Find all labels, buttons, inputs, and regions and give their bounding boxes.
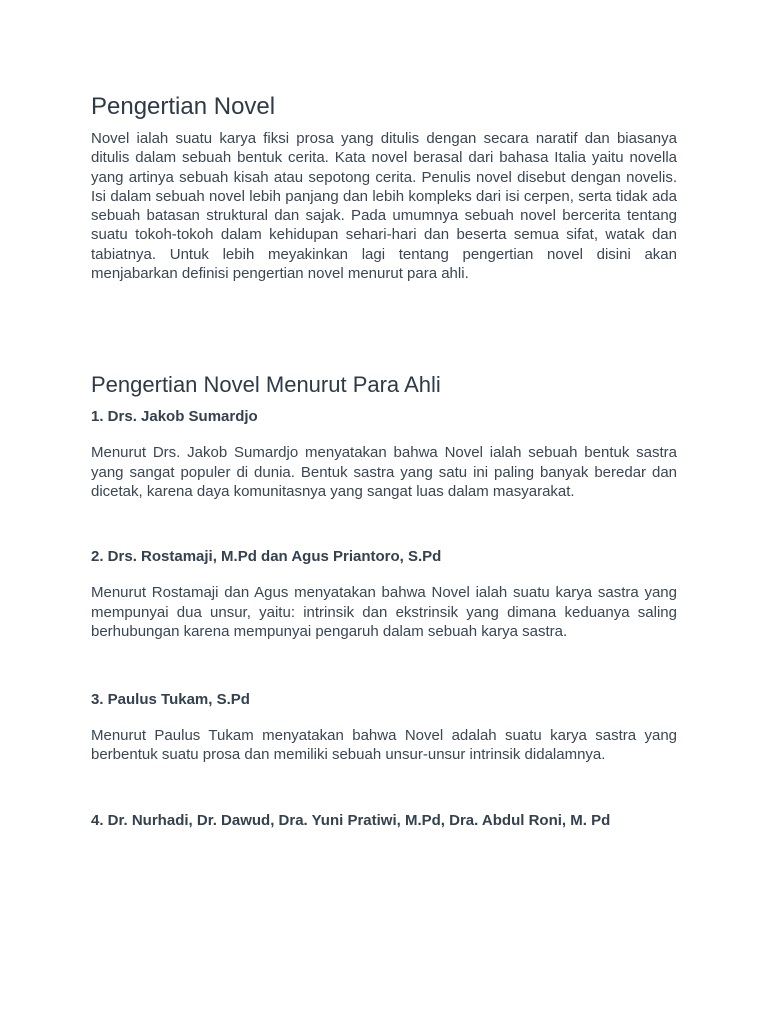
section-title: Pengertian Novel Menurut Para Ahli <box>91 372 441 398</box>
expert-entry-3 <box>91 690 677 765</box>
expert-entry-2 <box>91 547 677 641</box>
expert-text-1: Menurut Drs. Jakob Sumardjo menyatakan bahwa Novel ialah sebuah bentuk sastra yang sangat populer di dunia. Bentuk sastra yang satu ini paling banyak beredar dan dicetak, karena daya komunitasnya yang sangat luas dalam masyarakat. <box>91 444 677 500</box>
expert-heading-3: 3. Paulus Tukam, S.Pd <box>91 691 250 709</box>
expert-heading-1: 1. Drs. Jakob Sumardjo <box>91 408 258 426</box>
page-title: Pengertian Novel <box>91 93 276 120</box>
document-page <box>91 92 677 847</box>
intro-paragraph: Novel ialah suatu karya fiksi prosa yang ditulis dengan secara naratif dan biasanya ditulis dalam sebuah bentuk cerita. Kata novel berasal dari bahasa Italia yaitu novella yang artinya sebuah kisah atau sepotong cerita. Penulis novel disebut dengan novelis. Isi dalam sebuah novel lebih panjang dan lebih kompleks dari isi cerpen, serta tidak ada sebuah batasan struktural dan sajak. Pada umumnya sebuah novel bercerita tentang suatu tokoh-tokoh dalam kehidupan sehari-hari dan beserta semua sifat, watak dan tabiatnya. Untuk lebih meyakinkan lagi tentang pengertian novel disini akan menjabarkan definisi pengertian novel menurut para ahli. <box>91 130 677 283</box>
expert-heading-2: 2. Drs. Rostamaji, M.Pd dan Agus Priantoro, S.Pd <box>91 548 442 566</box>
expert-text-3: Menurut Paulus Tukam menyatakan bahwa Novel adalah suatu karya sastra yang berbentuk suatu prosa dan memiliki sebuah unsur-unsur intrinsik didalamnya. <box>91 727 677 764</box>
expert-text-2: Menurut Rostamaji dan Agus menyatakan bahwa Novel ialah suatu karya sastra yang mempunyai dua unsur, yaitu: intrinsik dan ekstrinsik yang dimana keduanya saling berhubungan karena mempunyai pengaruh dalam sebuah karya sastra. <box>91 584 677 640</box>
section-pengertian-novel <box>91 92 677 283</box>
expert-entry-1 <box>91 407 677 501</box>
expert-entry-4 <box>91 811 677 831</box>
section-menurut-para-ahli <box>91 371 677 830</box>
expert-heading-4: 4. Dr. Nurhadi, Dr. Dawud, Dra. Yuni Pratiwi, M.Pd, Dra. Abdul Roni, M. Pd <box>91 811 611 829</box>
